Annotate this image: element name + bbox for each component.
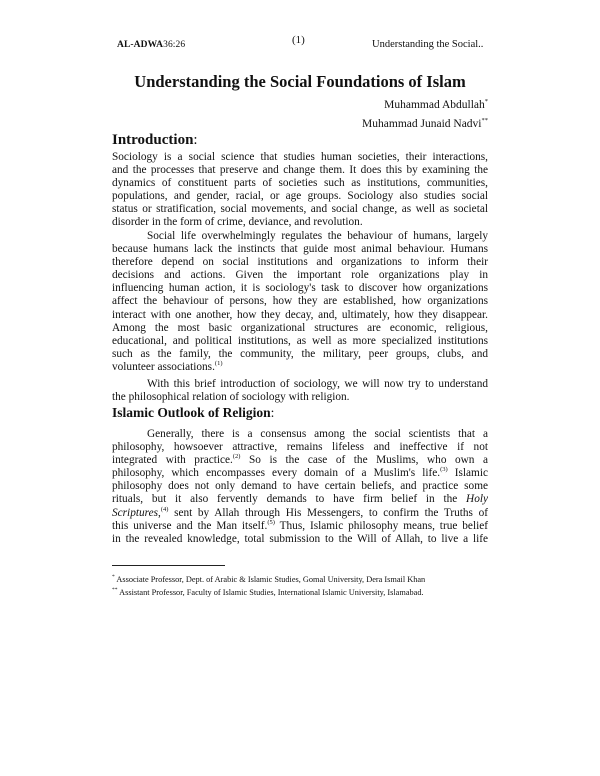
text-line [112, 361, 488, 374]
author-1-name: Muhammad Abdullah [384, 98, 485, 111]
text-line: status or stratification, social movements, and social change, as well as societal [112, 203, 488, 216]
text-line: educational, and political institutions, as well as more specialized institutions [112, 334, 488, 347]
italic-run: Scriptures [112, 506, 159, 519]
footnote-text: Associate Professor, Dept. of Arabic & Islamic Studies, Gomal University, Dera Ismail Khan [114, 574, 426, 584]
text-line: decisions and actions. Given the important role organizations play in [112, 269, 488, 282]
text-line: affect the behaviour of persons, how they are established, how organizations [112, 295, 488, 308]
text-line: Generally, there is a consensus among the social scientists that a [147, 428, 488, 440]
text-run: , [158, 506, 161, 519]
text-line: interact with one another, how they decay, and, ultimately, how they disappear. [112, 308, 488, 321]
journal-header [117, 40, 185, 50]
heading-colon: : [270, 405, 275, 420]
journal-volume: 36:26 [163, 40, 186, 50]
footnote-ref: (2) [232, 453, 241, 461]
text-run: volunteer associations. [112, 360, 215, 373]
footnote-text: Assistant Professor, Faculty of Islamic Studies, International Islamic University, Islamabad. [117, 587, 424, 597]
text-line [112, 507, 488, 520]
paragraph-islamic-1 [112, 428, 488, 546]
text-line: With this brief introduction of sociology, we will now try to understand [147, 378, 488, 390]
footnote-mark: * [112, 574, 115, 580]
text-run: philosophy, which encompasses every domain of a Muslim's life. [112, 467, 441, 480]
text-line [112, 454, 488, 467]
italic-run: Holy [466, 493, 488, 506]
text-run: Islamic [447, 467, 488, 480]
text-line: influencing human action, it is sociology's task to discover how organizations [112, 282, 488, 295]
heading-text: Introduction [112, 132, 194, 148]
text-line [112, 467, 488, 480]
text-line: dynamics of constituent parts of societies such as institutions, communities, [112, 177, 488, 190]
author-1-mark: * [484, 98, 488, 105]
footnote-2 [112, 587, 424, 597]
text-line: Social life overwhelmingly regulates the behaviour of humans, largely [147, 230, 488, 242]
heading-text: Islamic Outlook of Religion [112, 405, 271, 420]
running-title: Understanding the Social.. [372, 39, 484, 50]
text-line: in the revealed knowledge, total submission to the Will of Allah, to live a life [112, 532, 488, 545]
page-number: (1) [292, 34, 305, 46]
author-2-mark: ** [481, 117, 488, 124]
author-2-name: Muhammad Junaid Nadvi [362, 117, 482, 130]
text-line: disorder in the form of crime, deviance, and revolution. [112, 216, 363, 229]
text-line: populations, and gender, racial, or age groups. Sociology also studies social [112, 190, 488, 203]
text-line: Among the most basic organizational structures are economic, religious, [112, 321, 488, 334]
text-line: philosophy, howsoever attractive, remains lifeless and ineffective if not [112, 441, 488, 454]
paragraph-intro-2 [112, 230, 488, 374]
journal-name: AL-ADWA [117, 40, 164, 50]
text-line: because humans lack the instincts that guide most animal behaviour. Humans [112, 243, 488, 256]
text-line: the philosophical relation of sociology with religion. [112, 391, 350, 404]
footnote-mark: ** [112, 587, 118, 593]
text-line: philosophy does not only demand to have certain beliefs, and practice some [112, 480, 488, 493]
text-run: Thus, Islamic philosophy means, true belief [274, 519, 488, 532]
footnote-ref: (3) [440, 466, 448, 474]
footnote-separator [112, 565, 225, 566]
text-line: Sociology is a social science that studies human societies, their interactions, [112, 151, 488, 163]
text-run: rituals, but it also fervently demands to have firm belief in the [112, 493, 458, 506]
paper-title: Understanding the Social Foundations of Islam [134, 72, 466, 91]
text-line: such as the family, the community, the military, peer groups, clubs, and [112, 347, 488, 360]
author-1 [384, 98, 488, 111]
text-line [112, 520, 488, 533]
author-2 [362, 117, 488, 130]
text-run: sent by Allah through His Messengers, to confirm the Truths of [168, 506, 488, 519]
text-line [112, 493, 488, 506]
paragraph-intro-3 [112, 378, 488, 404]
section-heading-introduction [112, 132, 198, 149]
text-line: and the processes that preserve and change them. It does this by examining the [112, 164, 488, 177]
text-line: therefore depend on social institutions and organizations to inform their [112, 256, 488, 269]
text-run: integrated with practice. [112, 454, 233, 467]
footnote-ref: (5) [267, 518, 275, 526]
footnote-1 [112, 574, 425, 584]
section-heading-islamic-outlook [112, 405, 274, 421]
footnote-ref: (1) [214, 360, 223, 368]
text-run: this universe and the Man itself. [112, 519, 268, 532]
heading-colon: : [193, 132, 198, 148]
paragraph-intro-1 [112, 151, 488, 230]
text-run: So is the case of the Muslims, who own a [240, 454, 489, 467]
footnote-ref: (4) [160, 505, 169, 513]
